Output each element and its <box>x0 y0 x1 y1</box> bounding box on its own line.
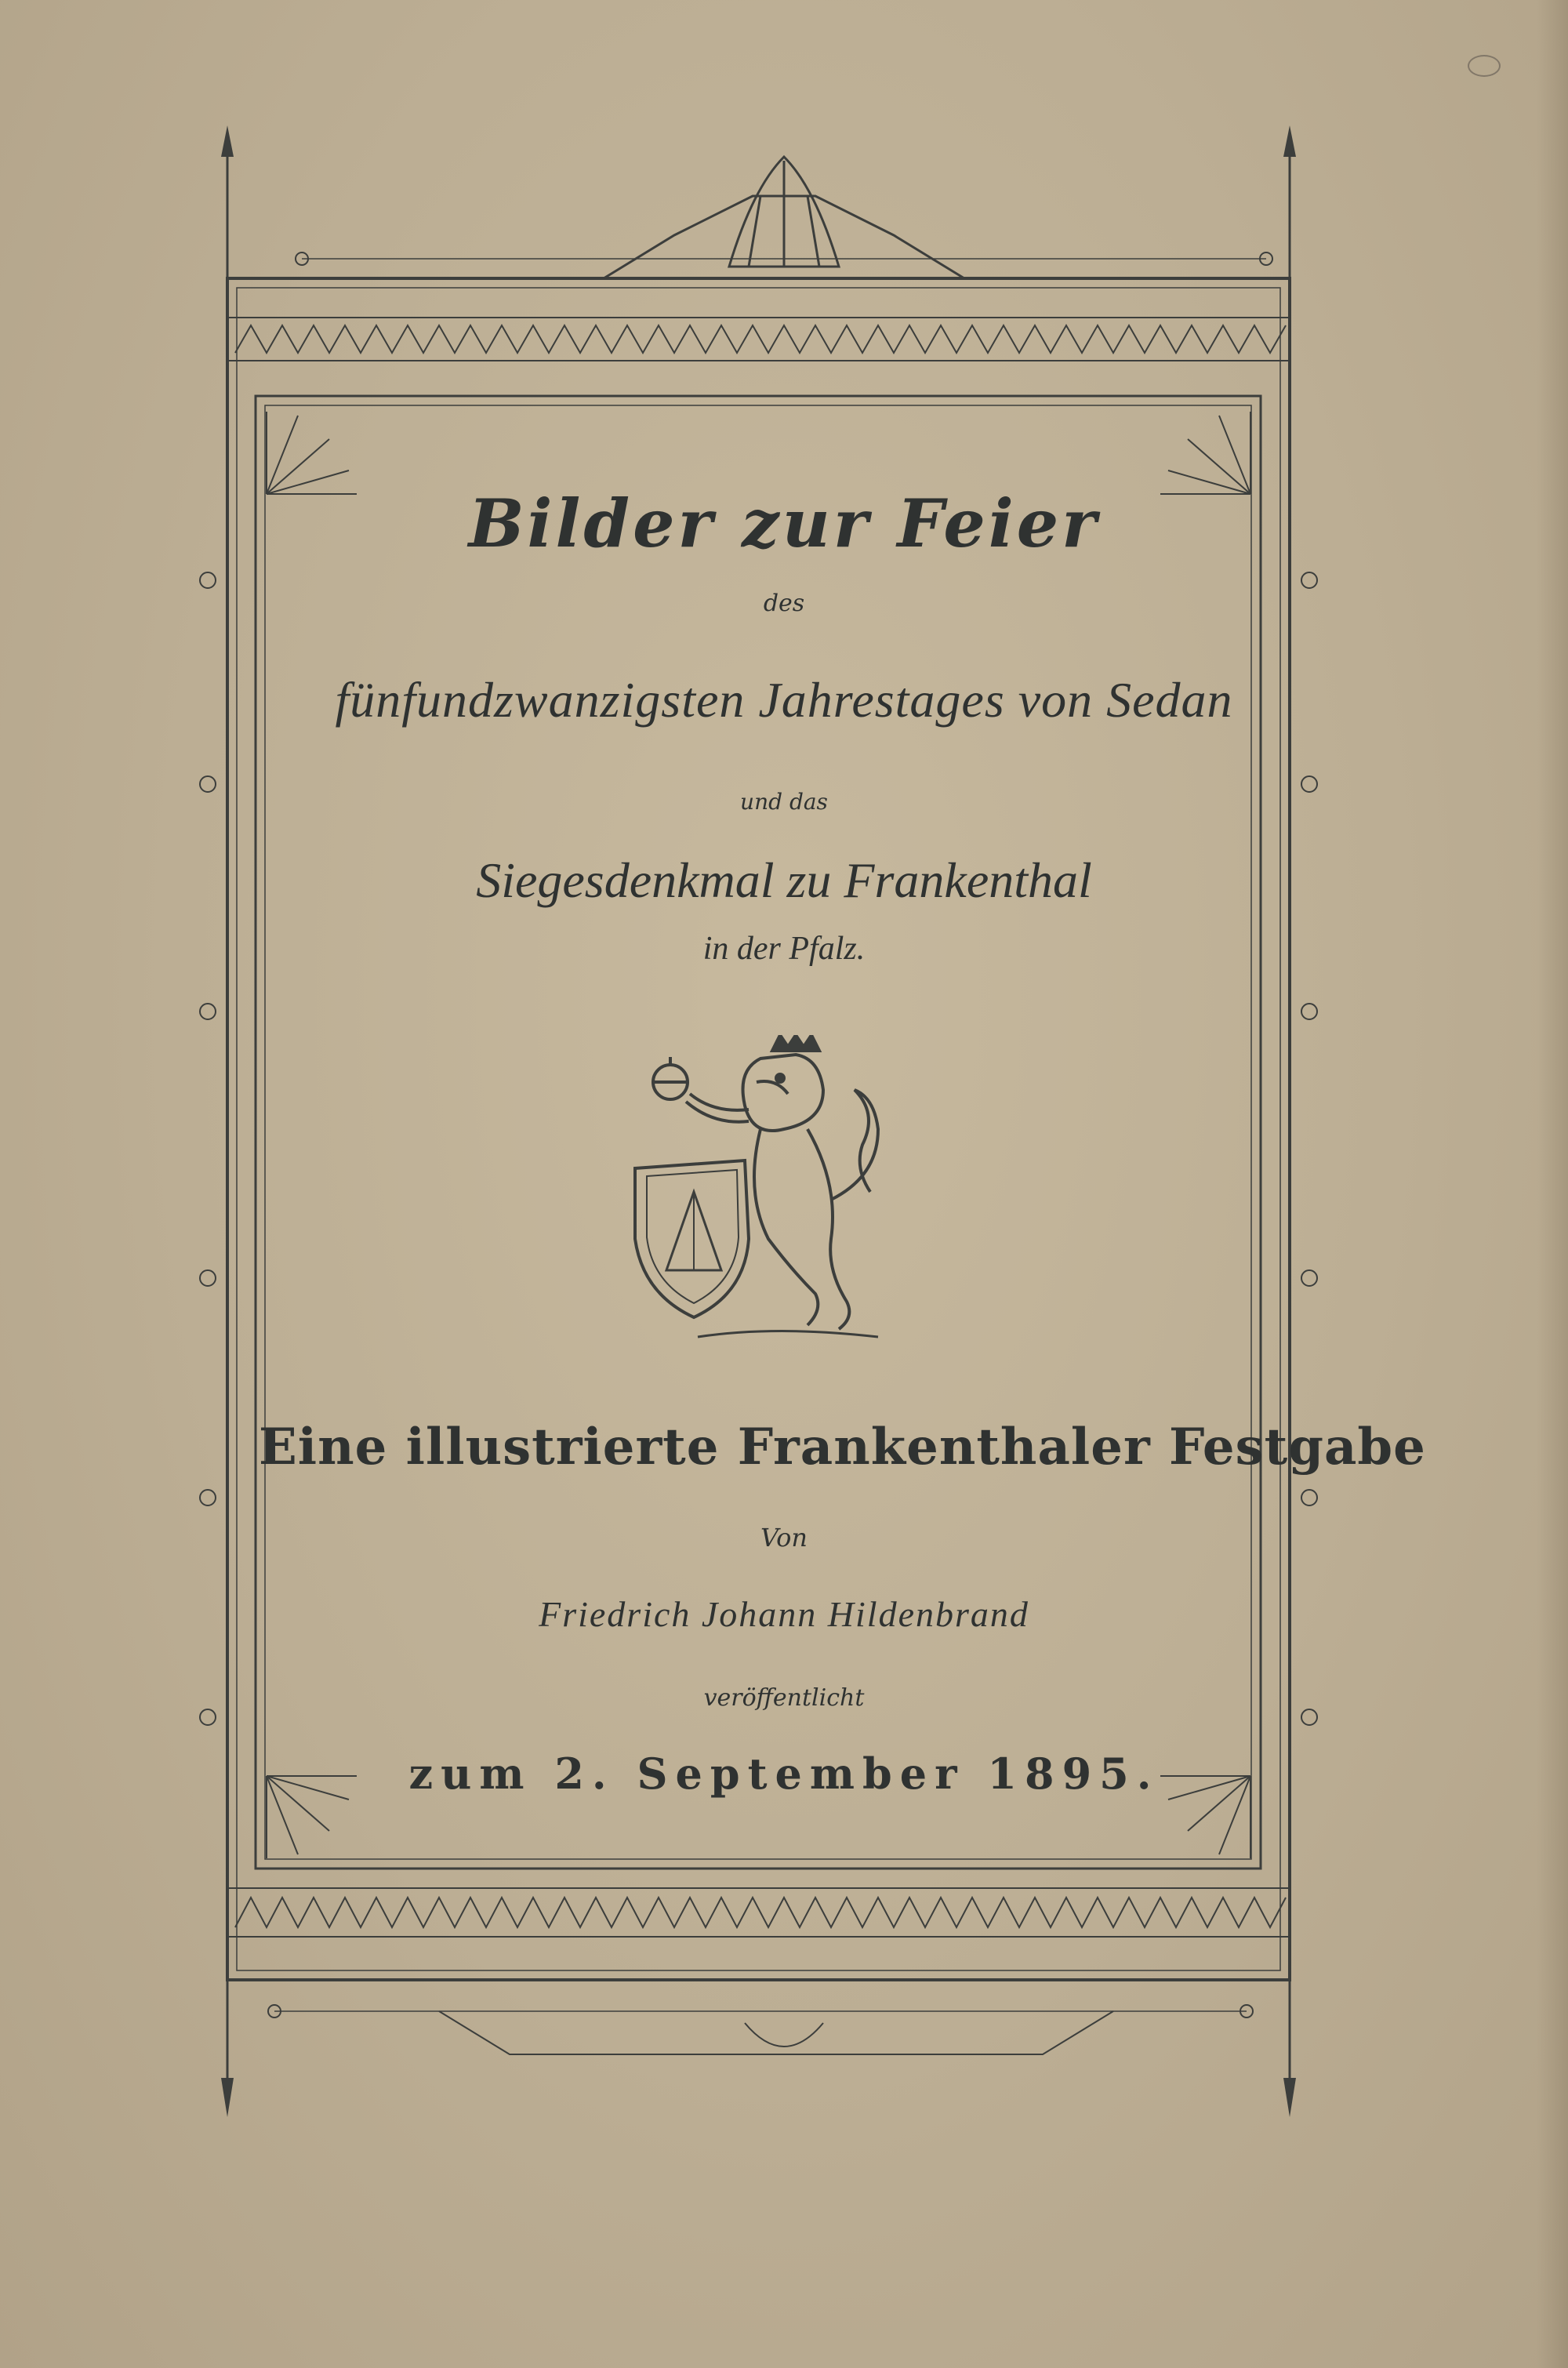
top-crest-ornament <box>296 157 1272 278</box>
word-von: Von <box>760 1523 808 1553</box>
monument-line: Siegesdenkmal zu Frankenthal <box>476 852 1092 908</box>
heraldic-lion-with-shield-icon <box>635 1035 878 1337</box>
top-ornament-band <box>227 318 1290 361</box>
lion-shield-emblem <box>619 1035 902 1349</box>
word-des: des <box>763 590 805 617</box>
corner-fan-top-left <box>267 412 357 494</box>
anniversary-line: fünfundzwanzigsten Jahrestages von Sedan <box>335 672 1233 728</box>
corner-fan-top-right <box>1160 412 1250 494</box>
author-name: Friedrich Johann Hildenbrand <box>539 1594 1029 1634</box>
word-und-das: und das <box>740 789 828 815</box>
right-spear-ornament <box>1283 125 1296 2117</box>
bottom-ornament-band <box>227 1888 1290 1937</box>
main-title: Bilder zur Feier <box>468 485 1100 562</box>
bottom-crest-ornament <box>268 2005 1253 2054</box>
left-spear-ornament <box>221 125 234 2117</box>
region-line: in der Pfalz. <box>702 931 866 967</box>
publication-date: zum 2. September 1895. <box>408 1749 1160 1799</box>
festgabe-subtitle: Eine illustrierte Frankenthaler Festgabe <box>259 1418 1426 1476</box>
word-veroeffentlicht: veröffentlicht <box>703 1684 865 1712</box>
